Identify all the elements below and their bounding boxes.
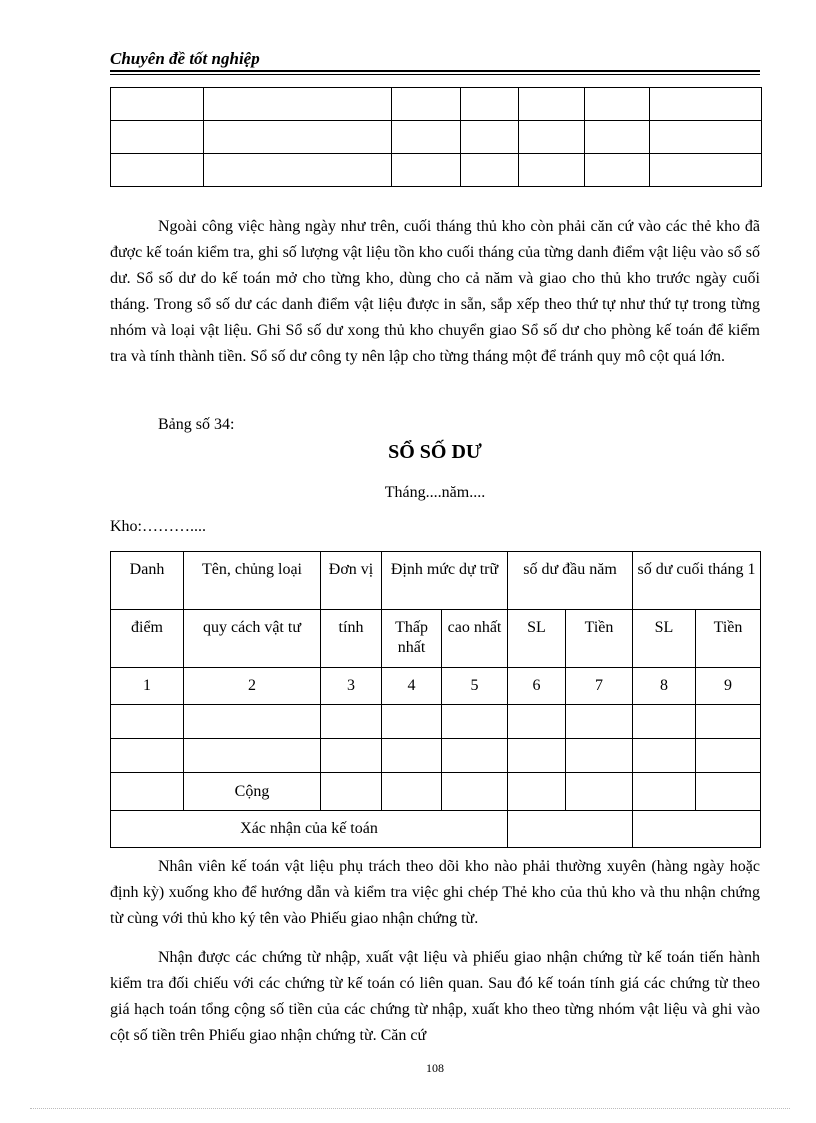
header-tinh: tính: [321, 610, 382, 668]
table-cell: [508, 705, 566, 739]
header-diem: điểm: [111, 610, 184, 668]
table-cell: [321, 705, 382, 739]
header-sl-cuoi: SL: [633, 610, 696, 668]
table-cell: [461, 154, 519, 187]
table-cell: [508, 811, 633, 848]
table-cell: [585, 154, 650, 187]
table-cell: [508, 773, 566, 811]
table-cell: [204, 88, 392, 121]
table-cell: [696, 773, 761, 811]
table-cell: [392, 88, 461, 121]
paragraph-voucher-check: Nhận được các chứng từ nhập, xuất vật liệu và phiếu giao nhận chứng từ kế toán tiến hành kiểm tra đối chiếu với các chứng từ kế toán có liên quan. Sau đó kế toán tính giá các chứng từ theo giá hạch toán tổng cộng số tiền của các chứng từ nhập, xuất kho theo từng nhóm vật liệu và ghi vào cột số tiền trên Phiếu giao nhận chứng từ. Căn cứ: [110, 949, 760, 1044]
table-cell: [566, 773, 633, 811]
header-ten: Tên, chủng loại: [184, 552, 321, 610]
table-cell: [392, 121, 461, 154]
table-cell: [519, 154, 585, 187]
table-cell: [111, 154, 204, 187]
table-row: [111, 88, 762, 121]
header-thap-nhat: Thấp nhất: [382, 610, 442, 668]
column-number: 3: [321, 668, 382, 705]
header-tien-dau: Tiền: [566, 610, 633, 668]
table-row: [111, 121, 762, 154]
table-cell: [204, 154, 392, 187]
table-cell: [633, 811, 761, 848]
table-cell: [650, 88, 762, 121]
table-cell: [392, 154, 461, 187]
column-number: 1: [111, 668, 184, 705]
table-cell: [321, 739, 382, 773]
table-row: [111, 705, 761, 739]
table-cell: [321, 773, 382, 811]
table-cell: [650, 121, 762, 154]
table-cell: [519, 88, 585, 121]
table-cell: [184, 739, 321, 773]
header-cao-nhat: cao nhất: [442, 610, 508, 668]
header-so-du-dau-nam: số dư đầu năm: [508, 552, 633, 610]
warehouse-line: Kho:………....: [110, 518, 206, 535]
footer-rule: [30, 1108, 790, 1109]
table-cell: [111, 739, 184, 773]
column-number: 2: [184, 668, 321, 705]
table-cell: [566, 739, 633, 773]
table-row: [111, 739, 761, 773]
table-cell: [696, 739, 761, 773]
header-danh: Danh: [111, 552, 184, 610]
table-cell: [111, 88, 204, 121]
header-don: Đơn vị: [321, 552, 382, 610]
table-cell: [184, 705, 321, 739]
column-number: 4: [382, 668, 442, 705]
table-cell: [508, 739, 566, 773]
column-number: 5: [442, 668, 508, 705]
header-row-2: [111, 610, 761, 668]
ledger-title: SỔ SỐ DƯ: [388, 441, 482, 463]
table-label: Bảng số 34:: [158, 416, 235, 433]
table-cell: [585, 88, 650, 121]
table-cell: [111, 705, 184, 739]
table-cell: [442, 739, 508, 773]
table-cell: [442, 705, 508, 739]
header-rule-thin: [110, 74, 760, 75]
page-number: 108: [426, 1061, 444, 1075]
balance-ledger-table: [110, 551, 761, 848]
header-rule-thick: [110, 70, 760, 72]
table-cell: [650, 154, 762, 187]
column-number: 7: [566, 668, 633, 705]
table-cell: [566, 705, 633, 739]
table-cell: [696, 705, 761, 739]
table-cell: [204, 121, 392, 154]
table-cell: [461, 121, 519, 154]
header-sl-dau: SL: [508, 610, 566, 668]
paragraph-accountant-duty: Nhân viên kế toán vật liệu phụ trách theo dõi kho nào phải thường xuyên (hàng ngày hoặc định kỳ) xuống kho để hướng dẫn và kiểm tra việc ghi chép Thẻ kho của thủ kho và thu nhận chứng từ cùng với thủ kho ký tên vào Phiếu giao nhận chứng từ.: [110, 858, 760, 927]
page-header: [110, 48, 760, 70]
table-cell: [382, 773, 442, 811]
table-cell: [111, 773, 184, 811]
header-dinh-muc: Định mức dự trữ: [382, 552, 508, 610]
table-cell: [633, 773, 696, 811]
table-cell: [111, 121, 204, 154]
table-cell: [382, 739, 442, 773]
ledger-subtitle: Tháng....năm....: [384, 484, 486, 501]
table-cell: [633, 739, 696, 773]
confirm-row: [111, 811, 761, 848]
total-row: [111, 773, 761, 811]
total-label: Cộng: [184, 773, 321, 811]
column-number: 8: [633, 668, 696, 705]
continued-table: [110, 87, 762, 187]
header-row-1: [111, 552, 761, 610]
table-cell: [585, 121, 650, 154]
table-cell: [382, 705, 442, 739]
header-so-du-cuoi-thang: số dư cuối tháng 1: [633, 552, 761, 610]
column-number-row: [111, 668, 761, 705]
table-cell: [519, 121, 585, 154]
column-number: 6: [508, 668, 566, 705]
header-tien-cuoi: Tiền: [696, 610, 761, 668]
table-row: [111, 154, 762, 187]
table-cell: [633, 705, 696, 739]
table-cell: [442, 773, 508, 811]
header-title: Chuyên đề tốt nghiệp: [110, 49, 260, 68]
header-quy-cach: quy cách vật tư: [184, 610, 321, 668]
paragraph-closing-balance: Ngoài công việc hàng ngày như trên, cuối tháng thủ kho còn phải căn cứ vào các thẻ kho đã được kế toán kiểm tra, ghi số lượng vật liệu tồn kho cuối tháng của từng danh điểm vật liệu vào sổ số dư. Sổ số dư do kế toán mở cho từng kho, dùng cho cả năm và giao cho thủ kho trước ngày cuối tháng. Trong sổ số dư các danh điểm vật liệu được in sẵn, sắp xếp theo thứ tự như thứ tự trong từng nhóm và loại vật liệu. Ghi Sổ số dư xong thủ kho chuyển giao Sổ số dư cho phòng kế toán để kiểm tra và tính thành tiền. Sổ số dư công ty nên lập cho từng tháng một để tránh quy mô cột quá lớn.: [110, 218, 760, 365]
confirm-label: Xác nhận của kế toán: [111, 811, 508, 848]
column-number: 9: [696, 668, 761, 705]
table-cell: [461, 88, 519, 121]
